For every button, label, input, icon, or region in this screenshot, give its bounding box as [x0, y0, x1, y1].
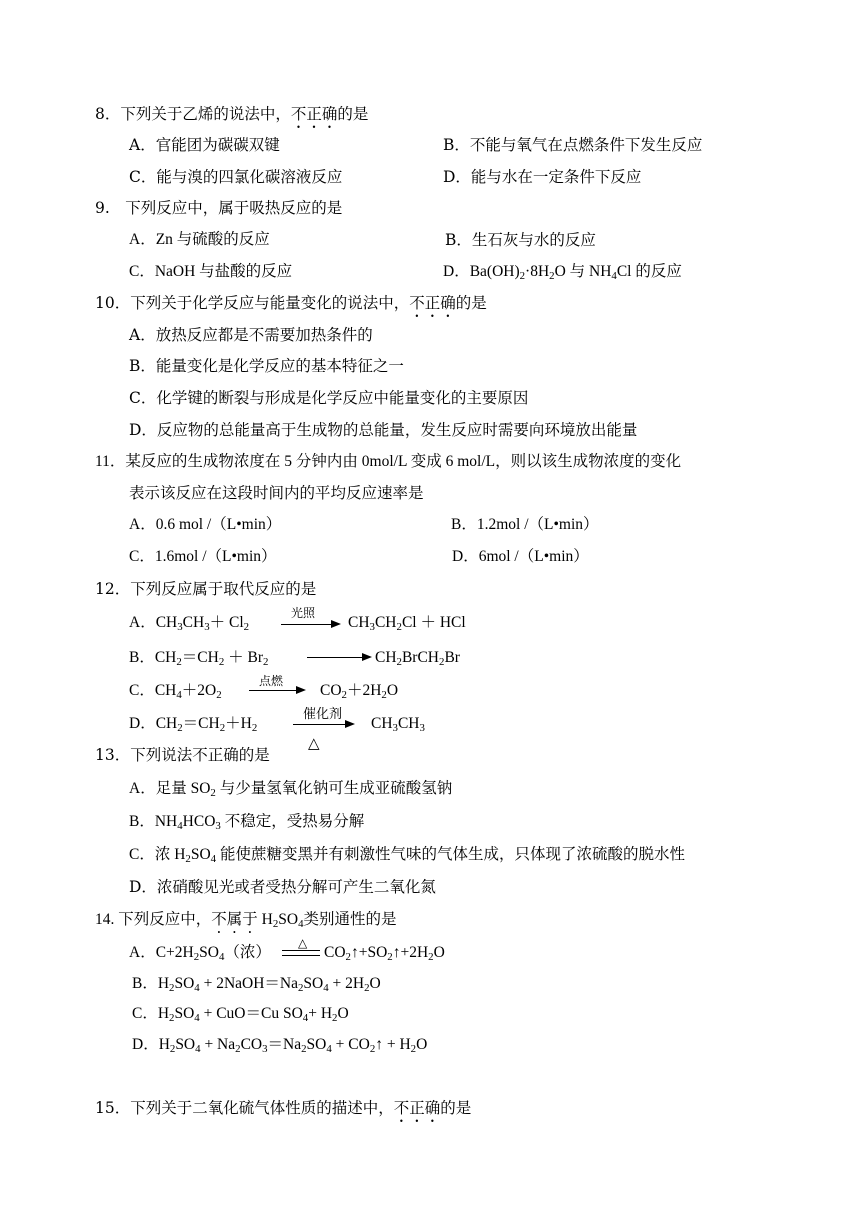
q11-stem-line-1: 11．某反应的生成物浓度在 5 分钟内由 0mol/L 变成 6 mol/L，则以该生成物浓度的变化: [95, 453, 682, 470]
reaction-arrow-icon: [307, 653, 372, 661]
q10-option-b: B．能量变化是化学反应的基本特征之一: [129, 357, 404, 375]
reaction-arrow-icon: [249, 686, 306, 694]
q8-option-d: D．能与水在一定条件下反应: [443, 168, 642, 186]
q14-option-d: D．$H_2SO_4 + Na_2CO_3=Na_2SO_4$ + $CO_2↑ + H_2O$: [132, 1036, 428, 1055]
emphasis-text: 不属于: [211, 911, 258, 928]
q12-option-d-condition-bottom: △: [308, 734, 320, 752]
q9-stem: 9. 下列反应中，属于吸热反应的是: [95, 199, 343, 217]
q12-option-d-condition-top: 催化剂: [303, 707, 343, 722]
q9-option-b: B．生石灰与水的反应: [445, 231, 596, 249]
reaction-arrow-icon: [293, 720, 355, 728]
q13-option-d: D．浓硝酸见光或者受热分解可产生二氧化氮: [129, 878, 436, 896]
q12-option-d-reactants: D．$CH_2=CH_2+H_2$: [129, 715, 258, 734]
q13-stem: 13．下列说法不正确的是: [95, 746, 270, 764]
q14-option-a-products: $CO_2↑+SO_2↑+2H_2O$: [324, 944, 445, 963]
q10-option-d: D．反应物的总能量高于生成物的总能量，发生反应时需要向环境放出能量: [129, 421, 638, 439]
q12-option-c-products: $CO_2+2H_2O$: [320, 682, 399, 701]
q12-stem: 12．下列反应属于取代反应的是: [95, 580, 317, 598]
q8-option-a: A．官能团为碳碳双键: [129, 136, 280, 154]
q12-option-a-products: $CH_3CH_2Cl$ ＋ HCl: [348, 614, 466, 633]
q14-stem: 14. 下列反应中，不属于 $H_2SO_4$类别通性的是: [95, 911, 397, 930]
q12-option-c-reactants: C．$CH_4+2O_2$: [129, 682, 222, 701]
q10-option-c: C．化学键的断裂与形成是化学反应中能量变化的主要原因: [129, 389, 529, 407]
q8-option-c: C．能与溴的四氯化碳溶液反应: [129, 168, 343, 186]
q13-option-c: C．浓 $H_2SO_4$ 能使蔗糖变黑并有刺激性气味的气体生成，只体现了浓硫酸的脱水性: [129, 846, 685, 865]
q11-option-d: D．6mol /（L•min）: [452, 548, 589, 565]
emphasis-text: 不正确: [393, 1099, 441, 1117]
q14-option-a-reactants: A．$C+2H_2SO_4$（浓）: [129, 944, 271, 963]
q12-option-b-reactants: B．$CH_2=CH_2 + Br_2$: [129, 649, 269, 668]
q11-option-c: C．1.6mol /（L•min）: [129, 548, 277, 565]
q8-option-b: B．不能与氧气在点燃条件下发生反应: [443, 136, 703, 154]
q12-option-a-condition: 光照: [291, 606, 316, 620]
q14-option-c: C．$H_2SO_4 + CuO=Cu$ $SO_4+ H_2O$: [132, 1005, 349, 1024]
q11-stem-line-2: 表示该反应在这段时间内的平均反应速率是: [129, 484, 424, 502]
q13-option-a: A．足量 $SO_2$ 与少量氢氧化钠可生成亚硫酸氢钠: [129, 780, 453, 799]
q9-option-d: D．$Ba(OH)_2\cdot 8H_2O$ 与 $NH_4Cl$ 的反应: [443, 263, 682, 282]
q12-option-a-reactants: A．$CH_3CH_3+ Cl_2$: [129, 614, 250, 633]
q12-option-c-condition: 点燃: [259, 674, 284, 688]
q11-option-b: B．1.2mol /（L•min）: [451, 516, 599, 533]
q10-option-a: A．放热反应都是不需要加热条件的: [129, 326, 373, 344]
q8-stem: 8．下列关于乙烯的说法中，不正确的是: [95, 105, 369, 123]
q13-option-b: B．$NH_4HCO_3$ 不稳定，受热易分解: [129, 813, 365, 832]
reaction-arrow-icon: [281, 620, 341, 628]
q15-stem: 15．下列关于二氧化硫气体性质的描述中，不正确的是: [95, 1099, 472, 1117]
q9-option-a: A．Zn 与硫酸的反应: [129, 231, 270, 248]
q10-stem: 10．下列关于化学反应与能量变化的说法中，不正确的是: [95, 294, 487, 312]
q14-option-a-condition: △: [298, 936, 308, 950]
q9-option-c: C．NaOH 与盐酸的反应: [129, 263, 293, 280]
q11-option-a: A．0.6 mol /（L•min）: [129, 516, 282, 533]
emphasis-text: 不正确: [409, 294, 456, 312]
q12-option-d-products: $CH_3CH_3$: [371, 715, 425, 734]
emphasis-text: 不正确: [290, 105, 338, 123]
q14-option-b: B．$H_2SO_4$ + $2NaOH=Na_2SO_4 + 2H_2O$: [132, 975, 381, 994]
equal-sign-icon: [282, 950, 320, 958]
q12-option-b-products: $CH_2BrCH_2Br$: [375, 649, 460, 668]
